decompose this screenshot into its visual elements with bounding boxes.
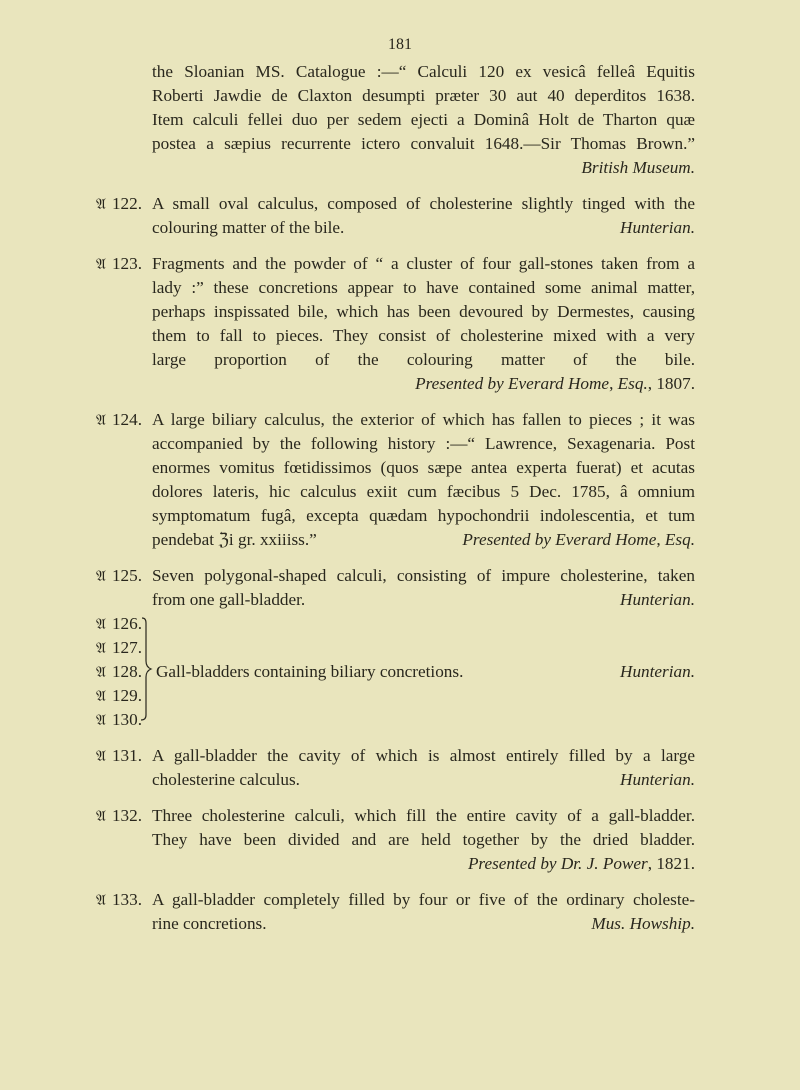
- text-line: [152, 253, 695, 275]
- text-line: [152, 457, 695, 479]
- entry-number: 126.: [111, 614, 143, 633]
- attribution-part: , 1807.: [647, 374, 695, 393]
- entry-number: 128.: [111, 662, 143, 681]
- line-text: They have been divided and are held together by the dried bladder.: [152, 830, 695, 849]
- line-text: Item calculi fellei duo per sedem ejecti a Dominâ Holt de Tharton quæ: [152, 110, 695, 129]
- line-text: Seven polygonal-shaped calculi, consisting of impure cholesterine, taken: [152, 566, 695, 585]
- line-text: dolores lateris, hic calculus exiit cum fæcibus 5 Dec. 1785, â omnium: [152, 482, 695, 501]
- attribution: [415, 374, 695, 393]
- line-text: enormes vomitus fœtidissimos (quos sæpe antea experta fuerat) et acutas: [152, 458, 695, 477]
- blackletter-a-icon: 𝔄: [96, 747, 106, 765]
- line-text: rine concretions.: [152, 914, 267, 933]
- attribution: [620, 589, 695, 611]
- attribution: [591, 913, 695, 935]
- line-text: cholesterine calculus.: [152, 770, 300, 789]
- text-line: [152, 853, 695, 875]
- text-line: [152, 217, 695, 239]
- text-line: [152, 805, 695, 827]
- line-text: perhaps inspissated bile, which has been devoured by Dermestes, causing: [152, 302, 695, 321]
- blackletter-a-icon: 𝔄: [96, 411, 106, 429]
- line-text: Three cholesterine calculi, which fill the entire cavity of a gall-bladder.: [152, 806, 695, 825]
- entry-marker: [96, 193, 142, 215]
- text-line: [152, 565, 695, 587]
- text-line: [152, 61, 695, 83]
- entry-marker: [96, 613, 142, 635]
- entry-marker: [96, 745, 142, 767]
- line-text: accompanied by the following history :—“ Lawrence, Sexagenaria. Post: [152, 434, 695, 453]
- entry-number: 131.: [111, 746, 143, 765]
- line-text: A large biliary calculus, the exterior of which has fallen to pieces ; it was: [152, 410, 695, 429]
- line-text: the Sloanian MS. Catalogue :—“ Calculi 120 ex vesicâ felleâ Equitis: [152, 62, 695, 81]
- line-text: them to fall to pieces. They consist of cholesterine mixed with a very: [152, 326, 695, 345]
- attribution-part: Hunterian.: [620, 218, 695, 237]
- text-line: [152, 769, 695, 791]
- text-line: [152, 433, 695, 455]
- text-line: [152, 481, 695, 503]
- page-number: 181: [388, 36, 412, 53]
- line-text: postea a sæpius recurrente ictero convaluit 1648.—Sir Thomas Brown.”: [152, 134, 695, 153]
- text-line: [152, 157, 695, 179]
- blackletter-a-icon: 𝔄: [96, 891, 106, 909]
- entry-marker: [96, 565, 142, 587]
- entry-marker: [96, 661, 142, 683]
- text-line: [152, 301, 695, 323]
- attribution: [468, 854, 695, 873]
- entry-number: 127.: [111, 638, 143, 657]
- line-text: lady :” these concretions appear to have contained some animal matter,: [152, 278, 695, 297]
- attribution-part: Hunterian.: [620, 770, 695, 789]
- blackletter-a-icon: 𝔄: [96, 807, 106, 825]
- entry-number: 129.: [111, 686, 143, 705]
- blackletter-a-icon: 𝔄: [96, 615, 106, 633]
- text-line: [152, 913, 695, 935]
- attribution-part: ,: [609, 374, 618, 393]
- line-text: Roberti Jawdie de Claxton desumpti præter 30 aut 40 deperditos 1638.: [152, 86, 695, 105]
- attribution: [581, 158, 695, 177]
- attribution-part: Hunterian.: [620, 590, 695, 609]
- line-text: symptomatum fugâ, excepta quædam hypochondrii indolescentia, et tum: [152, 506, 695, 525]
- text-line: [152, 889, 695, 911]
- attribution: [462, 529, 695, 551]
- group-description: Gall-bladders containing biliary concretions.: [156, 662, 464, 681]
- line-text: A gall-bladder the cavity of which is almost entirely filled by a large: [152, 746, 695, 765]
- text-line: [152, 589, 695, 611]
- attribution-part: Presented by Dr. J. Power: [467, 854, 648, 873]
- entry-marker: [96, 709, 142, 731]
- group-description-line: [156, 661, 695, 683]
- entry-number: 123.: [111, 254, 143, 273]
- group-attribution: Hunterian.: [620, 662, 695, 681]
- entry-marker: [96, 637, 142, 659]
- attribution-part: ,: [656, 530, 665, 549]
- attribution-part: Mus. Howship.: [591, 914, 695, 933]
- right-brace: [140, 617, 154, 721]
- blackletter-a-icon: 𝔄: [96, 195, 106, 213]
- text-line: [152, 829, 695, 851]
- line-text: colouring matter of the bile.: [152, 218, 345, 237]
- attribution-part: , 1821.: [647, 854, 695, 873]
- attribution-part: Esq.: [664, 530, 695, 549]
- text-line: [152, 193, 695, 215]
- attribution-part: Presented by Everard Home: [462, 530, 657, 549]
- line-text: large proportion of the colouring matter of the bile.: [152, 350, 695, 369]
- entry-number: 132.: [111, 806, 143, 825]
- line-text: A small oval calculus, composed of cholesterine slightly tinged with the: [152, 194, 695, 213]
- attribution-part: Esq.: [617, 374, 648, 393]
- attribution: [620, 217, 695, 239]
- entry-marker: [96, 685, 142, 707]
- line-text: from one gall-bladder.: [152, 590, 306, 609]
- blackletter-a-icon: 𝔄: [96, 255, 106, 273]
- blackletter-a-icon: 𝔄: [96, 567, 106, 585]
- line-text: Fragments and the powder of “ a cluster of four gall-stones taken from a: [152, 254, 695, 273]
- blackletter-a-icon: 𝔄: [96, 687, 106, 705]
- text-line: [152, 505, 695, 527]
- entry-number: 122.: [111, 194, 143, 213]
- text-line: [152, 133, 695, 155]
- line-text: pendebat ℨi gr. xxiiiss.”: [152, 530, 317, 549]
- attribution-part: Presented by Everard Home: [415, 374, 610, 393]
- entry-number: 130.: [111, 710, 143, 729]
- text-line: [152, 325, 695, 347]
- text-line: [152, 409, 695, 431]
- entry-number: 125.: [111, 566, 143, 585]
- text-line: [152, 349, 695, 371]
- attribution-part: British Museum.: [581, 158, 695, 177]
- blackletter-a-icon: 𝔄: [96, 711, 106, 729]
- entry-number: 124.: [111, 410, 143, 429]
- attribution: [620, 769, 695, 791]
- line-text: A gall-bladder completely filled by four or five of the ordinary choleste-: [152, 890, 695, 909]
- entry-number: 133.: [111, 890, 143, 909]
- blackletter-a-icon: 𝔄: [96, 663, 106, 681]
- blackletter-a-icon: 𝔄: [96, 639, 106, 657]
- text-line: [152, 85, 695, 107]
- text-line: [152, 373, 695, 395]
- text-line: [152, 529, 695, 551]
- text-line: [152, 277, 695, 299]
- entry-marker: [96, 253, 142, 275]
- entry-marker: [96, 889, 142, 911]
- text-line: [152, 745, 695, 767]
- entry-marker: [96, 805, 142, 827]
- entry-marker: [96, 409, 142, 431]
- text-line: [152, 109, 695, 131]
